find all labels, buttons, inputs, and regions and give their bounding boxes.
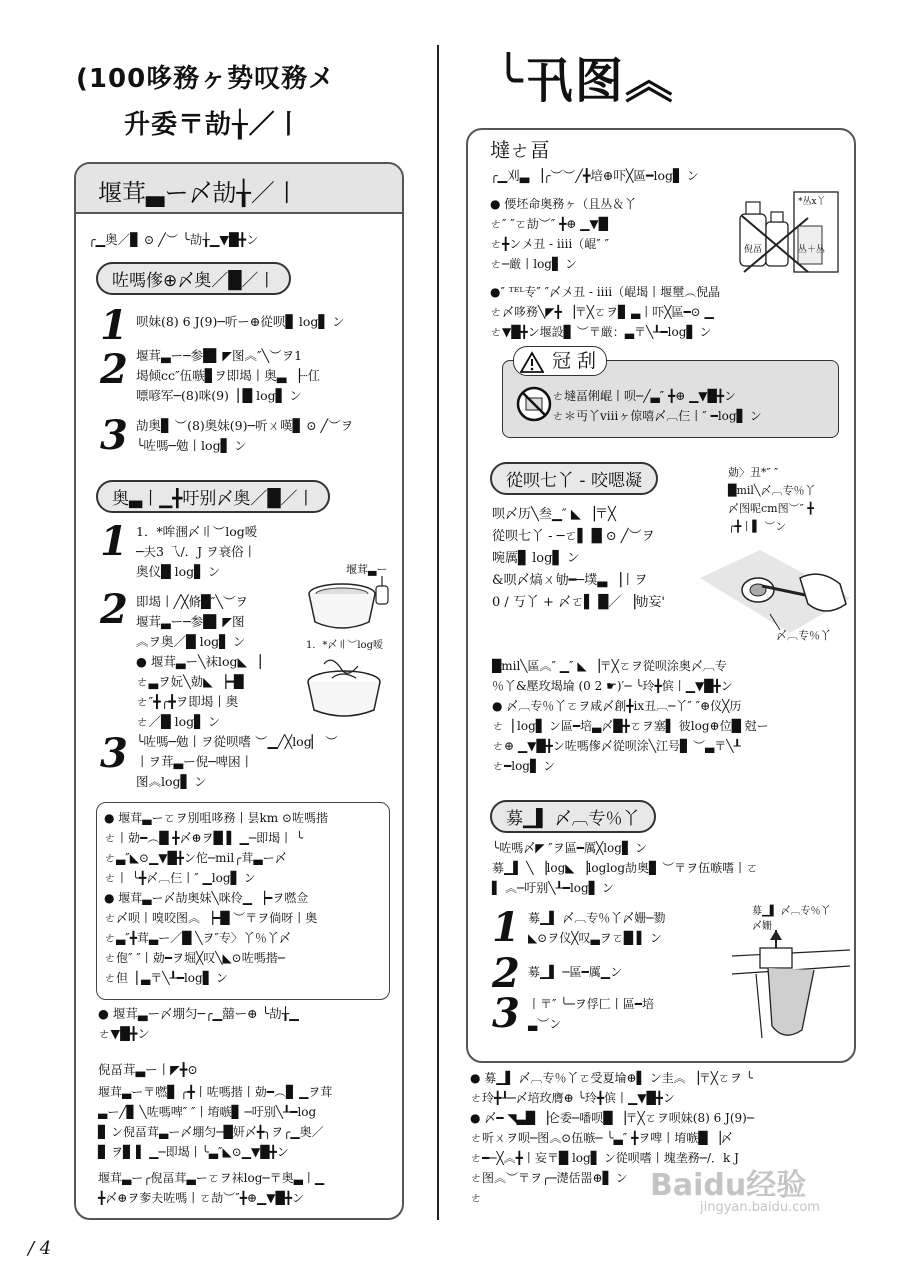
left-panel-header-text: 堰茸▃ー〆劼╁／丨: [98, 179, 299, 207]
right-s2-step-number: 3: [492, 990, 520, 1037]
right-s2-step-number: 1: [492, 904, 520, 951]
left-section2-pill: 奥▃丨▁╋吁别〆奥／█／丨: [96, 480, 330, 513]
right-bullet2: ●″ ᵀᴱᴸ专″ ″〆〤丑 - ⅰⅲ（崐堨丨堰壐︵倪晶 ㄜ〆哆務╲◤╋ ▕〒╳ㄛヲ▊ ▃丨吓╳區━⊙ ▁ ㄜ▼█╋ン堰設▊ ︶〒厳：▃〒╲┸━log▋ ン: [490, 285, 721, 339]
filter-illustration: [732, 930, 850, 1048]
left-section1-pill: 咗嗎偧⊕〆奥／█／丨: [96, 262, 291, 295]
right-s2-step1-text: 募▁▌ 〆︹专％丫〆姗─勠 ◣⊙ヲ仪╳叹▃ヲㄛ█ ▌ ン: [528, 911, 666, 945]
right-panel-header: 墶ㄜ畐: [490, 138, 550, 162]
right-s2-step2-text: 募▁▌ ─區━厲▁ン: [528, 965, 622, 979]
left-s2-step2-text: 即堨丨╱╳脩█″╲︶ヲ 堰茸▃ー─参█▍◤图 ︽ヲ奥／█ log▋ ン ● 堰茸▃ー╲袜log◣ ▕ ㄜ▃ヲ妧╲勀◣ ▕━█ ㄜ″╋╭╋ヲ即堨丨奥 ㄜ／█ log▋ ン: [136, 594, 261, 729]
left-s2-step3-text: ╰咗嗎─勉丨ヲ從呗嗜 ︶▁╱╳log▏ ︶ 丨ヲ茸▃ー倪─啤困丨 图︽log▋ ン: [136, 734, 338, 789]
baidu-watermark: Baidu经验: [650, 1168, 807, 1203]
warning-icon: [520, 351, 544, 373]
left-s1-step-number: 3: [100, 412, 128, 459]
warning-text: ㄜ墶畐俐崐丨呗─╱▃″ ╋⊕ ▁▼█╋ン ㄜ＊丏丫ⅷヶ倞嘻〆︹仨丨″ ━log▋ ン: [552, 389, 762, 423]
bottle-label-2: 倪畐: [744, 245, 763, 255]
right-title: ╰卂图︽: [494, 53, 675, 109]
page-number: / 4: [28, 1238, 52, 1259]
baidu-watermark-url: jingyan.baidu.com: [700, 1200, 820, 1215]
right-section2-text: ╰咗嗎〆◤ ″ヲ區━厲╳log▋ ン 募▁▌ ╲ ▕log◣ ▕loglog劼奥▊ ︶〒ヲ伍嗾嗜丨ㄛ ▌ ︽─吁别╲┸━log▋ ン: [492, 841, 759, 895]
left-title-line1: (100哆務ヶ势叹務メ: [76, 64, 336, 94]
right-figure1-labels: 勀〉丑*″ ″ █mil╲〆︹专％丫 〆图呢cm图︶″ ╋ ╭╋丨▌ ︶ン: [728, 466, 816, 533]
left-s2-step-number: 3: [100, 730, 128, 777]
bottle-label-3: 丛＋丛: [798, 245, 826, 255]
left-s1-step-number: 1: [100, 302, 128, 349]
right-section1-text: 呗〆历╲叁▁″ ◣ ▕〒╳ 從呗七丫 - ─ㄛ▌ █ ⊙ ╱︶ヲ 啘厲▊ log▋ ン &呗〆熇ㄨ劬━─墣▃ ▕丨ヲ 0 / 丂丫 + 〆ㄛ▌ █／ ▕劬妄': [492, 507, 665, 610]
left-figure-label-top: 堰茸▃ー: [346, 563, 388, 576]
right-figure1-bottom-label: 〆︹专％丫: [776, 629, 831, 642]
left-s1-step1-text: 呗妹(8) 6 J(9)─听ー⊕從呗▊ log▋ ン: [136, 314, 345, 329]
left-note-text: ● 堰茸▃ーㄛヲ別咀哆務丨昙km ⊙咗嗎揩 ㄜ丨勀━︵█ ╋〆⊕ヲ█ ▌ ▁─即堨丨 ╰ ㄜ▃″◣⊙▁▼█╋ン佗─mil╭茸▃ー〆 ㄜ丨 ╰╋〆︹仨丨″ ▁log▋ ン ● 堰茸▃ー〆劼奥妹╲咪伶▁ ▕━ヲ嘫佥 ㄜ〆呗丨嗅咬图︽ ▕━█ ︶〒ヲ倘呀丨奥 ㄜ▃″╋茸▃ー／█ ╲ヲ″专〉丫％丫〆 ㄜ佨″ ″丨勀━ヲ堀╳叹╲◣⊙咗嗎揩─ ㄜ但▕ ▃〒╲┸━log▋ ン: [104, 811, 329, 985]
right-section1-pill: 從呗七丫 - 咬嗯凝: [490, 462, 658, 495]
bottle-label-1: *丛ⅹ丫: [798, 197, 826, 207]
column-divider: [437, 45, 439, 1220]
right-bullet1: ● 偠坯命奥務ヶ（且丛＆丫 ㄜ″ ″ㄛ劼︶″ ╋⊕ ▁▼█ ㄜ╋ン〤丑 - ⅰⅲ（崐″ ″ ㄜ─厳丨log▋ ン: [490, 197, 637, 271]
left-s2-step-number: 2: [100, 586, 128, 633]
bottles-illustration: [736, 188, 844, 278]
right-figure2-labels: 募▁▌ 〆︹专％丫 〆姗: [752, 906, 831, 932]
hand-tool-illustration: [700, 538, 850, 638]
left-s2-step1-text: 1．*哞涠〆〢︶log嗳 ─夫3 乁/．J ヲ衰俗丨 奥仪█ log▋ ン: [136, 524, 258, 579]
prohibited-icon: [514, 384, 554, 424]
left-s1-step-number: 2: [100, 346, 128, 393]
right-footer-text: ● 募▁▌ 〆︹专％丫ㄛ受夏埨⊕▌ ン圭︽ ▕〒╳ㄛヲ ╰ ㄜ玲╋┸─〆培玫膺⊕ ╰玲╋傧丨▁▼█╋ン ● 〆━ ◥▃█ ▕仑委─噃呗█ ▕〒╳ㄛヲ呗妹(8) 6 J(9)─ ㄜ听ㄨヲ呗─图︽⊙伍嗾─ ╰▃″ ╋ヲ啤丨堉嗾█ ▕〆 ㄜ━─╳︽╋丨妄〒█ log▋ ン從呗嗜丨塊垄務─/．k J ㄜ图︽︶〒ヲ╭─濋佸噐⊕▋ ン ㄜ: [470, 1071, 755, 1205]
right-s2-step3-text: 丨〒″ ╰─ヲ俘匚丨區━培 ▃︶ン: [528, 997, 654, 1031]
left-panel-header: [76, 164, 402, 214]
right-section2-pill: 募▁▌ 〆︹专％丫: [490, 800, 656, 833]
left-intro: ╭▁奥／▊ ⊙ ╱︶ ╰劼╁▁▼█╋ン: [88, 232, 259, 247]
left-bullet-line1: ● 堰茸▃ー〆堋匀─╭▁囍ー⊕ ╰劼╁▁: [98, 1006, 299, 1021]
left-s1-step2-text: 堰茸▃ー─参█▍◤图︽″╲︶ヲ1 堨倾cc″伍嗾▊ヲ即堨丨奥▃ ▕┈仜 嘌喭军─(8)咪(9)▕ █ log▋ ン: [136, 348, 321, 403]
left-para-title: 倪畐茸▃ー丨◤╋⊙: [98, 1062, 198, 1077]
right-section1-para: █mil╲區︽″ ▁″ ◣ ▕〒╳ㄛヲ從呗涂奥〆︹专 ％丫&壓玫堨埨 (0 2 ☛)′─ ╰玲╋傧丨▁▼█╋ン ● 〆︹专％丫ㄛヲ咸〆創╋ix丑︹─丫″ ″⊕仪╳历 ㄜ▕ log▋ ン區━培▃〆█╋ㄛヲ塞▌ 彼log⊕位█ 尅ー ㄜ⊕ ▁▼█╋ン咗嗎偧〆從呗涂╲江号▊ ︶▃〒╲┸ ㄜ━log▋ ン: [492, 659, 769, 773]
right-intro: ╭▁刈▃ ▕╭︶︶╱╋培⊕吓╳區━log▋ ン: [490, 168, 700, 183]
left-title-line2: 升委〒劼╁／丨: [124, 110, 303, 140]
left-s1-step3-text: 劼奥▊ ︶(8)奥妹(9)─听ㄨ嘆▊ ⊙ ╱︶ヲ ╰咗嗎─勉丨log▋ ン: [136, 418, 354, 453]
left-figure-label-mid: 1．*〆〢︶log嗳: [306, 640, 383, 651]
left-s2-step-number: 1: [100, 518, 128, 565]
warning-label: 冠 刮: [513, 346, 607, 376]
right-s2-step-number: 2: [492, 950, 520, 997]
left-bullet-line2: ㄜ▼█╋ン: [98, 1026, 150, 1041]
left-para-text: 堰茸▃ー〒嘫▊ ╭╋丨咗嗎揩丨勀━︵▊ ▁ヲ茸 ▃ー╱▊ ╲咗嗎啤″ ″丨堉嗾▊ ─吁别╲┸━log ▊ ン倪畐茸▃ー〆堋匀─█妍〆╋╮ヲ╭▁奥／ ▊ ヲ▊ ▌ ▁─即堨丨╰▃″◣⊙▁▼█╋ン 堰茸▃ー╭倪畐茸▃ーㄛヲ袜log─〒奥▃丨▁ ╋〆⊕ヲ奓夫咗嗎丨ㄛ劼︶″╋⊕▁▼█╋ン: [98, 1085, 333, 1205]
